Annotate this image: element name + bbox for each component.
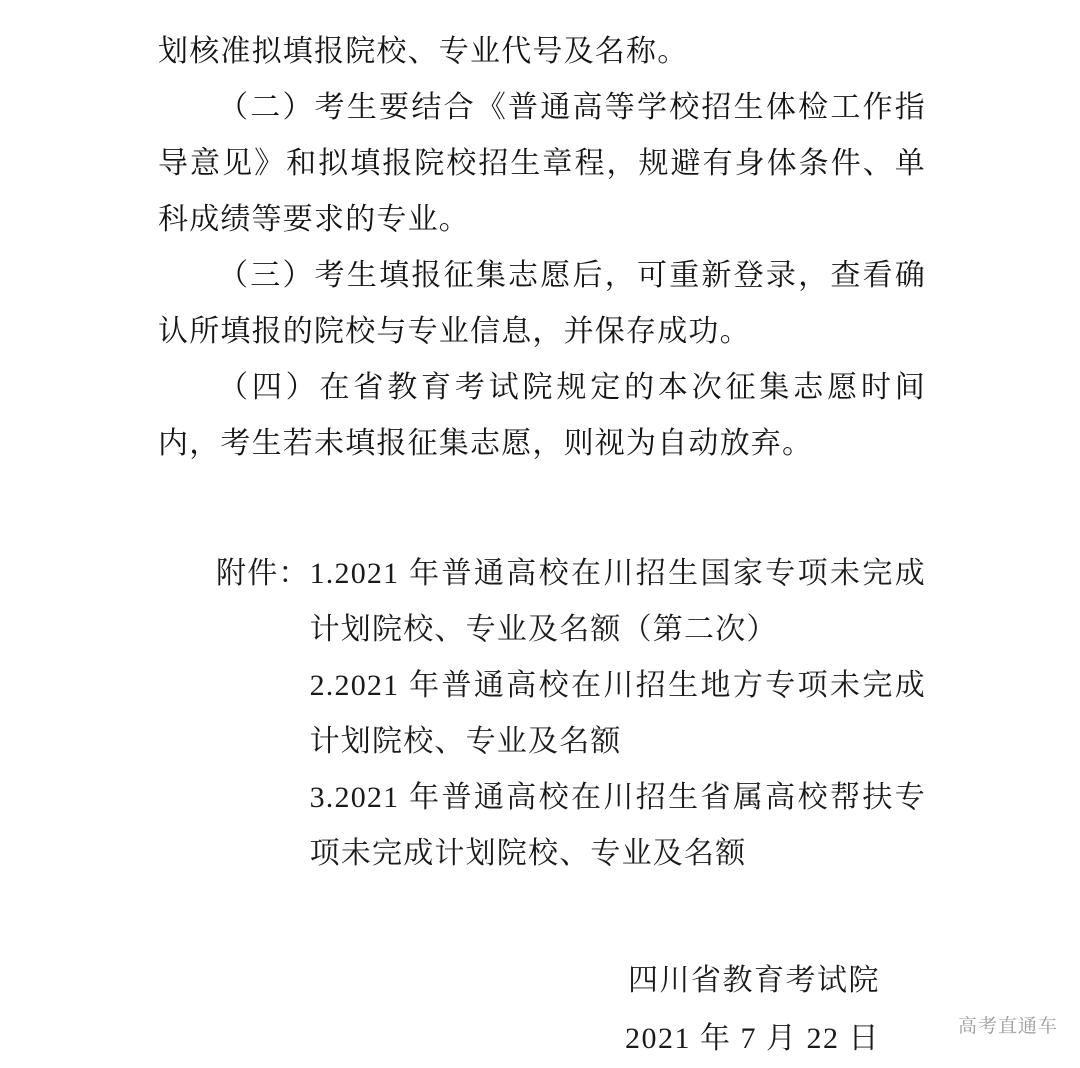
paragraph-item-three: （三）考生填报征集志愿后，可重新登录，查看确认所填报的院校与专业信息，并保存成功。 bbox=[158, 259, 926, 348]
paragraph-continued-line: 划核准拟填报院校、专业代号及名称。 bbox=[158, 35, 689, 68]
attachment-item-1: 1.2021 年普通高校在川招生国家专项未完成计划院校、专业及名额（第二次） bbox=[309, 557, 926, 646]
watermark-label: 高考直通车 bbox=[957, 1016, 1058, 1037]
signature-block bbox=[158, 952, 926, 1068]
attachment-list bbox=[158, 546, 926, 882]
attachment-items bbox=[310, 546, 926, 882]
signature-date: 2021 年 7 月 22 日 bbox=[625, 1022, 880, 1055]
attachment-row bbox=[158, 546, 926, 882]
document-body bbox=[158, 24, 926, 1068]
attachment-item-3: 3.2021 年普通高校在川招生省属高校帮扶专项未完成计划院校、专业及名额 bbox=[309, 781, 926, 870]
paragraph-item-four: （四）在省教育考试院规定的本次征集志愿时间内，考生若未填报征集志愿，则视为自动放弃。 bbox=[158, 371, 926, 460]
attachment-item-2: 2.2021 年普通高校在川招生地方专项未完成计划院校、专业及名额 bbox=[309, 669, 926, 758]
paragraph-item-two: （二）考生要结合《普通高等学校招生体检工作指导意见》和拟填报院校招生章程，规避有身体条件、单科成绩等要求的专业。 bbox=[158, 91, 926, 236]
attachment-label: 附件： bbox=[216, 557, 310, 590]
signature-issuer: 四川省教育考试院 bbox=[628, 964, 880, 997]
